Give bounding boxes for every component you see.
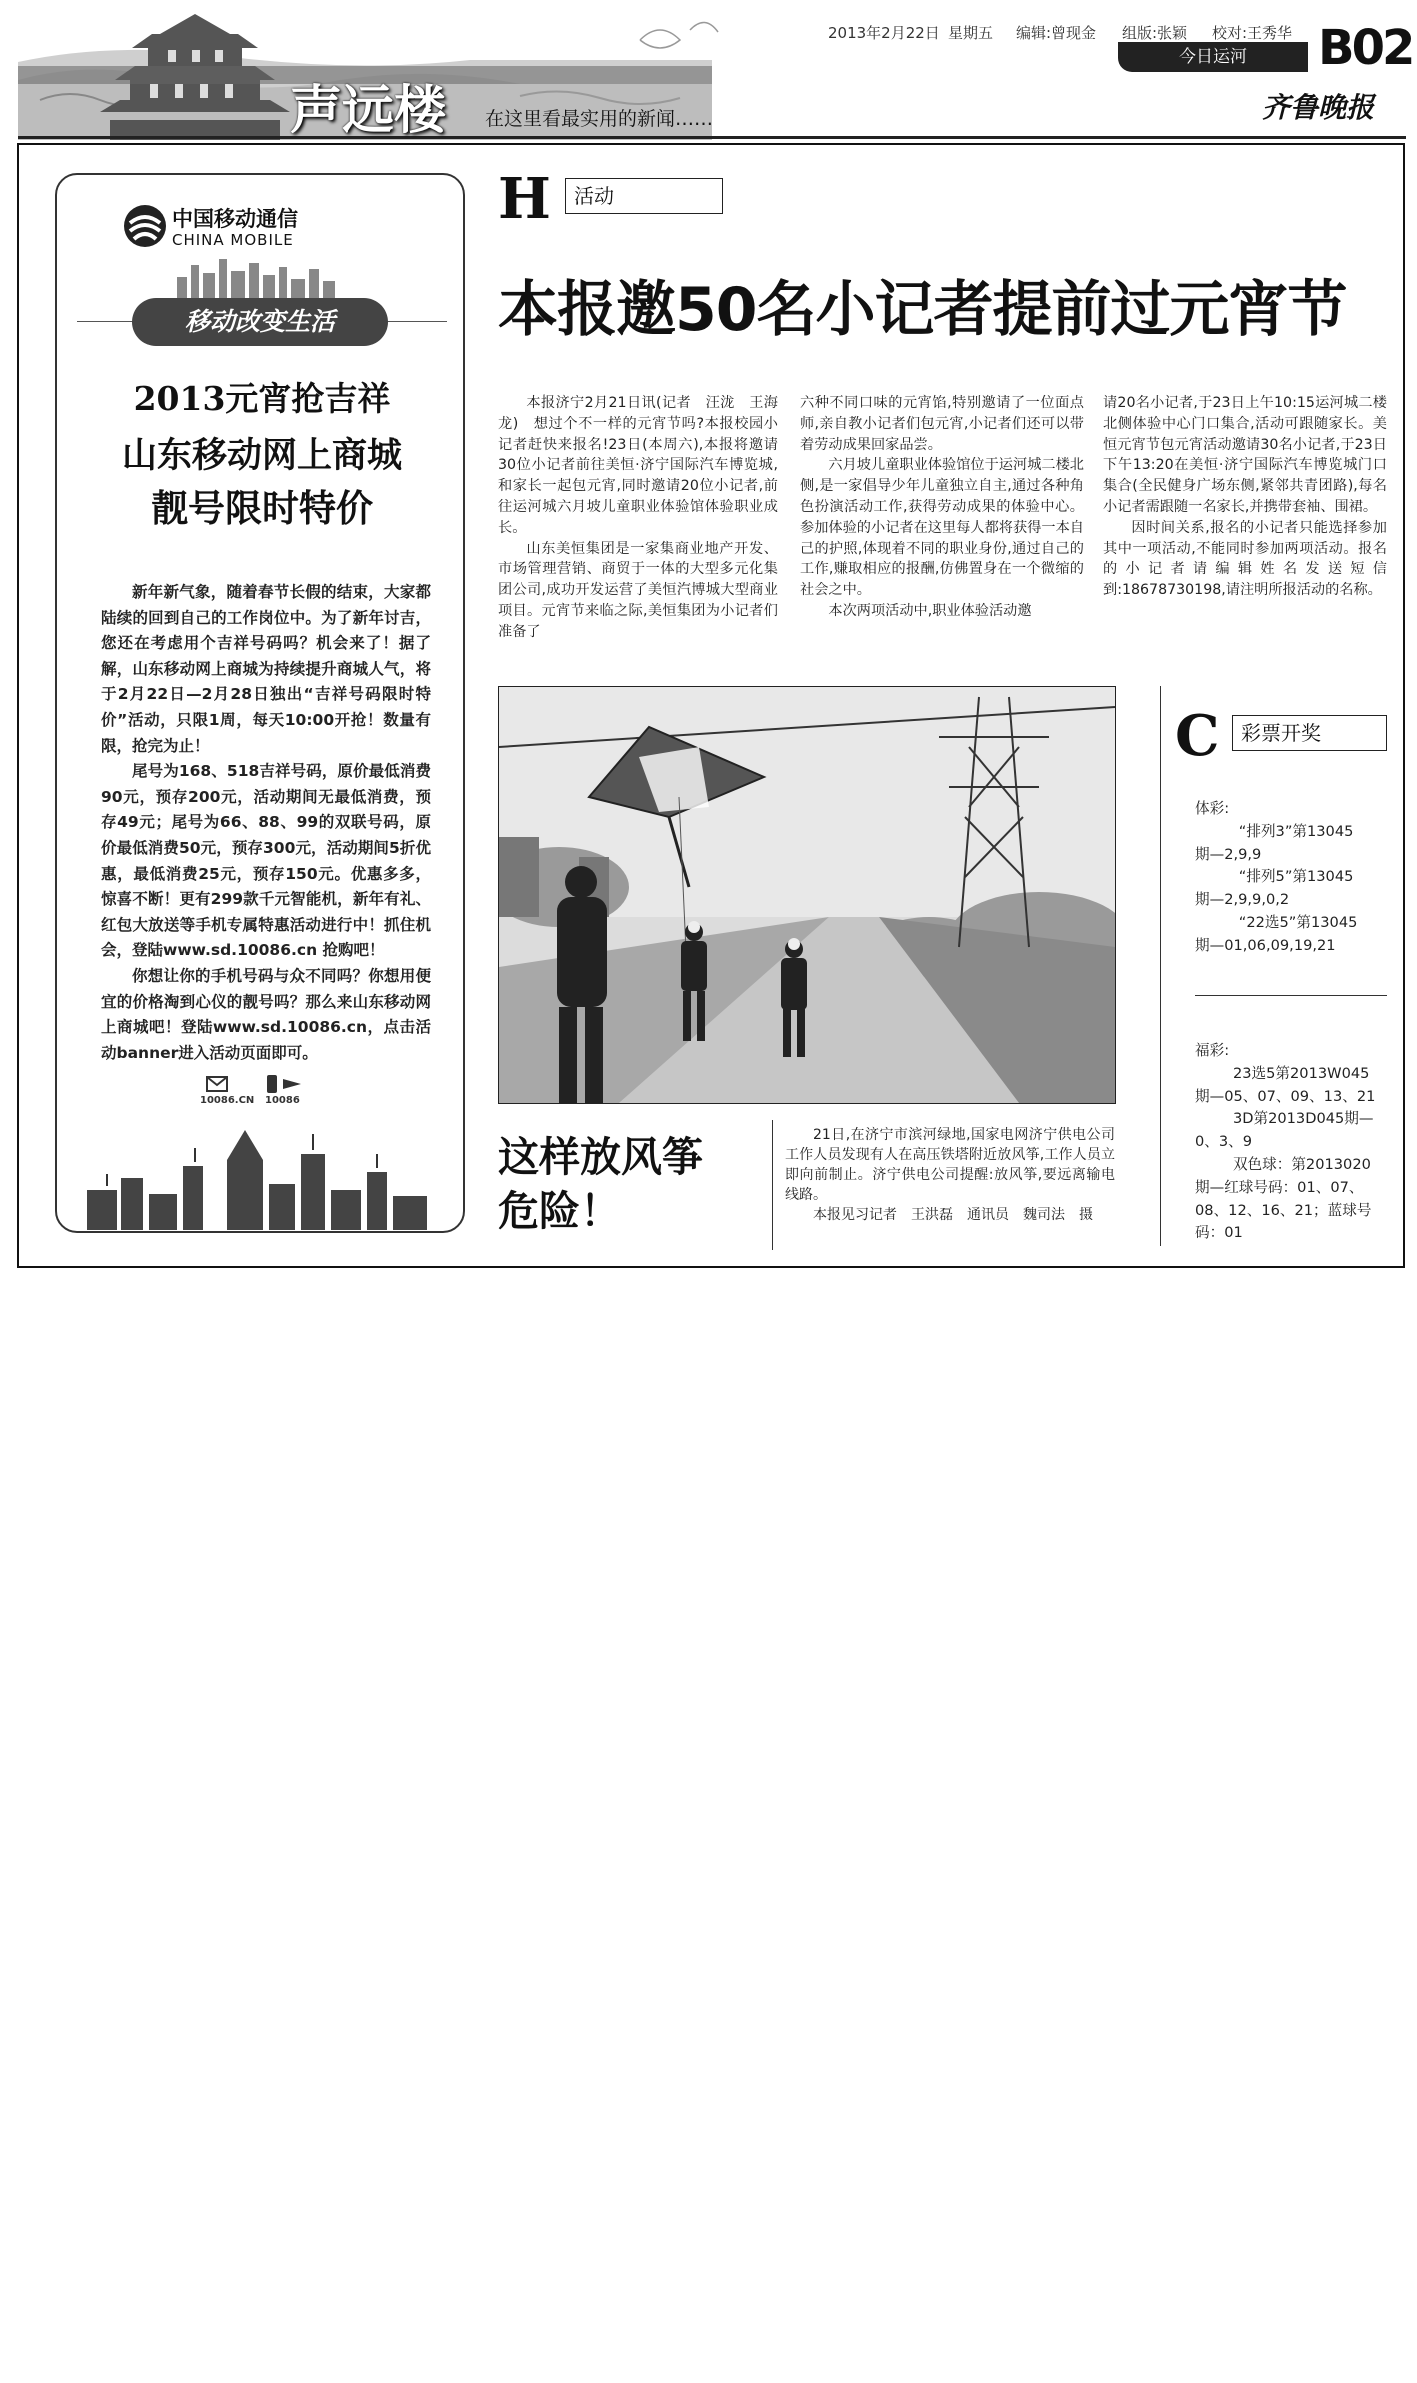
p5-line2: 期—2,9,9,0,2 [1195,891,1290,909]
article-paragraph: 山东美恒集团是一家集商业地产开发、市场管理营销、商贸于一体的大型多元化集团公司,成功开发运营了美恒汽博城大型商业项目。元宵节来临之际,美恒集团为小记者们准备了 [498,540,778,640]
photo-caption [785,1125,1115,1225]
photo-headline-line2: 危险！ [498,1187,621,1235]
ad-headline-2: 山东移动网上商城 [121,435,402,476]
section-letter-h: H [498,166,551,232]
china-mobile-ad [55,173,465,1233]
city-skyline-icon [167,253,367,299]
ssq-line1: 双色球：第2013020 [1232,1155,1371,1173]
column-subtitle: 在这里看最实用的新闻…… [485,108,714,130]
article-paragraph: 本报济宁2月21日讯(记者 汪泷 王海龙) 想过个不一样的元宵节吗?本报校园小记者赶快来报名!23日(本周六),本报将邀请30位小记者前往美恒·济宁国际汽车博览城,和家长一起包元宵,同时邀请20位小记者,前往运河城六月坡儿童职业体验馆体验职业成长。 [498,395,778,536]
f23-line1: 23选5第2013W045 [1232,1064,1370,1082]
ad-headline-1: 2013元宵抢吉祥 [133,379,391,418]
section-label-activity: 活动 [565,178,723,214]
article-headline: 本报邀50名小记者提前过元宵节 [498,275,1347,345]
ad-slogan: 移动改变生活 [132,298,388,346]
caption-text: 21日,在济宁市滨河绿地,国家电网济宁供电公司工作人员发现有人在高压铁塔附近放风筝,工作人员立即向前制止。济宁供电公司提醒:放风筝,要远离输电线路。 [785,1127,1115,1203]
ad-paragraph: 你想让你的手机号码与众不同吗？你想用便宜的价格淘到心仪的靓号吗？那么来山东移动网上商城吧！登陆www.sd.10086.cn，点击活动banner进入活动页面即可。 [101,966,431,1062]
column-title: 声远楼 [290,80,447,141]
ssq-line2: 期—红球号码：01、07、 [1195,1178,1364,1196]
ad-paragraph: 尾号为168、518吉祥号码，原价最低消费90元，预存200元，活动期间无最低消费，预存49元；尾号为66、88、99的双联号码，原价最低消费50元，预存300元，活动期间5折优惠，最低消费25元，预存150元。优惠多多，惊喜不断！更有299款千元智能机，新年有礼、红包大放送等手机专属特惠活动进行中！抓住机会，登陆www.sd.10086.cn 抢购吧！ [101,762,431,960]
welfare-lottery-results [1195,1040,1395,1245]
section-label-lottery: 彩票开奖 [1232,715,1387,751]
lottery-rule [1195,995,1387,996]
x22-line2: 期—01,06,09,19,21 [1195,936,1336,954]
china-mobile-logo-icon [122,203,168,249]
ad-footer-url1: 10086.CN [200,1095,255,1106]
caption-divider [772,1120,773,1250]
ad-paragraph: 新年新气象，随着春节长假的结束，大家都陆续的回到自己的工作岗位中。为了新年讨吉，您还在考虑用个吉祥号码吗？机会来了！据了解，山东移动网上商城为持续提升商城人气，将于2月22日—2月28日独出“吉祥号码限时特价”活动，只限1周，每天10:00开抢！数量有限，抢完为止！ [101,583,431,755]
proof-credit: 校对:王秀华 [1212,24,1293,42]
kite-photo [498,686,1116,1104]
f3d-line1: 3D第2013D045期— [1232,1110,1374,1128]
layout-credit: 组版:张颖 [1122,24,1188,42]
ssq-line4: 码：01 [1195,1224,1243,1242]
page-number: B02 [1318,20,1413,76]
issue-date: 2013年2月22日 [828,24,940,42]
ad-body [101,580,431,1066]
section-letter-c: C [1175,703,1220,769]
ad-headline-3: 靓号限时特价 [151,486,373,530]
ticai-label: 体彩: [1195,800,1230,817]
ad-brand-en: CHINA MOBILE [172,231,294,249]
lottery-divider [1160,686,1161,1246]
p3-line1: “排列3”第13045 [1238,822,1354,840]
article-paragraph: 六月坡儿童职业体验馆位于运河城二楼北侧,是一家倡导少年儿童独立自主,通过各种角色扮演活动工作,获得劳动成果的体验中心。参加体验的小记者在这里每人都将获得一本自己的护照,体现着不同的职业身份,通过自己的工作,赚取相应的报酬,仿佛置身在一个微缩的社会之中。 [800,457,1084,599]
photo-headline [498,1130,703,1238]
f23-line2: 期—05、07、09、13、21 [1195,1087,1376,1105]
article-paragraph: 请20名小记者,于23日上午10:15运河城二楼北侧体验中心门口集合,活动可跟随家长。美恒元宵节包元宵活动邀请30名小记者,于23日下午13:20在美恒·济宁国际汽车博览城门口集合(全民健身广场东侧,紧邻共青团路),每名小记者需跟随一名家长,并携带套袖、围裙。 [1103,395,1387,515]
newspaper-logo: 齐鲁晚报 [1262,91,1375,124]
p3-line2: 期—2,9,9 [1195,845,1262,863]
photo-headline-line1: 这样放风筝 [498,1133,703,1181]
article-column-2 [800,393,1084,622]
ad-footer-url2: 10086 [265,1095,300,1106]
fucai-label: 福彩: [1195,1042,1230,1059]
p5-line1: “排列5”第13045 [1238,868,1354,886]
f3d-line2: 0、3、9 [1195,1133,1253,1151]
ad-city-skyline-icon [77,1120,447,1230]
issue-weekday: 星期五 [948,24,994,42]
article-paragraph: 六种不同口味的元宵馅,特别邀请了一位面点师,亲自教小记者们包元宵,小记者们还可以带着劳动成果回家品尝。 [800,395,1084,453]
ad-brand-cn: 中国移动通信 [172,207,298,231]
phone-mail-icon [205,1073,305,1095]
article-paragraph: 本次两项活动中,职业体验活动邀 [828,602,1032,619]
article-paragraph: 因时间关系,报名的小记者只能选择参加其中一项活动,不能同时参加两项活动。报名的小记者请编辑姓名发送短信到:18678730198,请注明所报活动的名称。 [1103,519,1387,599]
article-column-1 [498,393,778,643]
caption-credit: 本报见习记者 王洪磊 通讯员 魏司法 摄 [813,1207,1093,1223]
article-column-3 [1103,393,1387,601]
section-tag: 今日运河 [1118,42,1308,72]
ssq-line3: 08、12、16、21；蓝球号 [1195,1201,1372,1219]
x22-line1: “22选5”第13045 [1238,913,1358,931]
editor-credit: 编辑:曾现金 [1016,24,1097,42]
sports-lottery-results [1195,798,1395,958]
